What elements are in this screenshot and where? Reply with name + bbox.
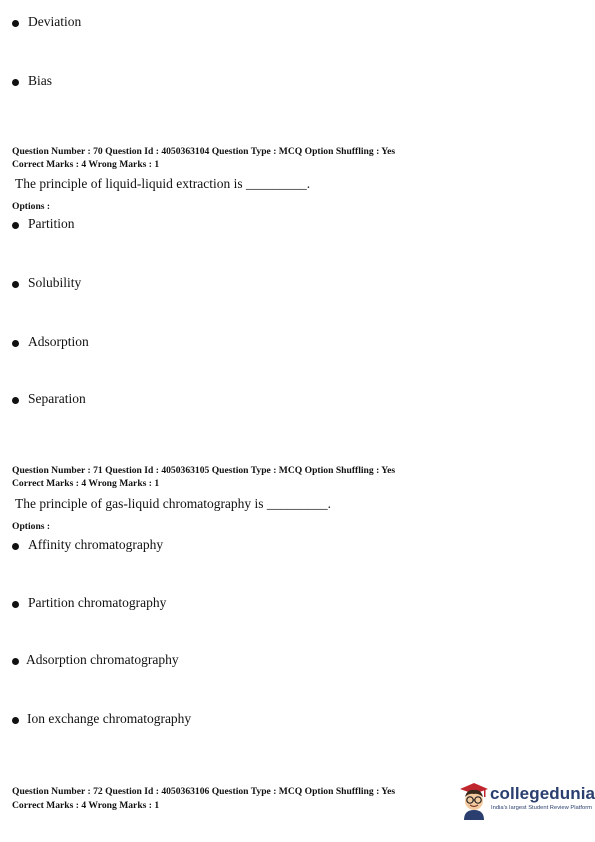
option-label: Separation <box>28 391 86 406</box>
option-label: Adsorption <box>28 334 89 349</box>
question-meta: Question Number : 71 Question Id : 4050363105 Question Type : MCQ Option Shuffling : Yes <box>12 465 396 476</box>
bullet-icon <box>12 281 19 288</box>
logo-tagline: India's largest Student Review Platform <box>491 805 592 811</box>
bullet-icon <box>12 543 19 550</box>
question-marks: Correct Marks : 4 Wrong Marks : 1 <box>12 478 160 489</box>
bullet-icon <box>12 340 19 347</box>
bullet-icon <box>12 658 19 665</box>
option-label: Adsorption chromatography <box>26 652 179 667</box>
bullet-icon <box>12 222 19 229</box>
option-label: Partition <box>28 216 75 231</box>
option-label: Affinity chromatography <box>28 537 164 552</box>
options-label: Options : <box>12 521 51 532</box>
collegedunia-logo <box>458 780 595 820</box>
bullet-icon <box>12 717 19 724</box>
option-label: Partition chromatography <box>28 595 167 610</box>
question-text: The principle of liquid-liquid extraction is _________. <box>15 176 311 191</box>
logo-name: collegedunia <box>490 784 595 803</box>
bullet-icon <box>12 20 19 27</box>
options-label: Options : <box>12 201 51 212</box>
bullet-icon <box>12 601 19 608</box>
question-marks: Correct Marks : 4 Wrong Marks : 1 <box>12 800 160 811</box>
option-label: Bias <box>28 73 53 88</box>
question-text: The principle of gas-liquid chromatography is _________. <box>15 496 332 511</box>
option-label: Ion exchange chromatography <box>27 711 192 726</box>
question-marks: Correct Marks : 4 Wrong Marks : 1 <box>12 159 160 170</box>
bullet-icon <box>12 79 19 86</box>
option-label: Solubility <box>28 275 82 290</box>
option-label: Deviation <box>28 14 82 29</box>
question-meta: Question Number : 70 Question Id : 4050363104 Question Type : MCQ Option Shuffling : Yes <box>12 146 396 157</box>
question-meta: Question Number : 72 Question Id : 4050363106 Question Type : MCQ Option Shuffling : Yes <box>12 786 396 797</box>
graduate-mascot-icon <box>458 780 490 820</box>
bullet-icon <box>12 397 19 404</box>
